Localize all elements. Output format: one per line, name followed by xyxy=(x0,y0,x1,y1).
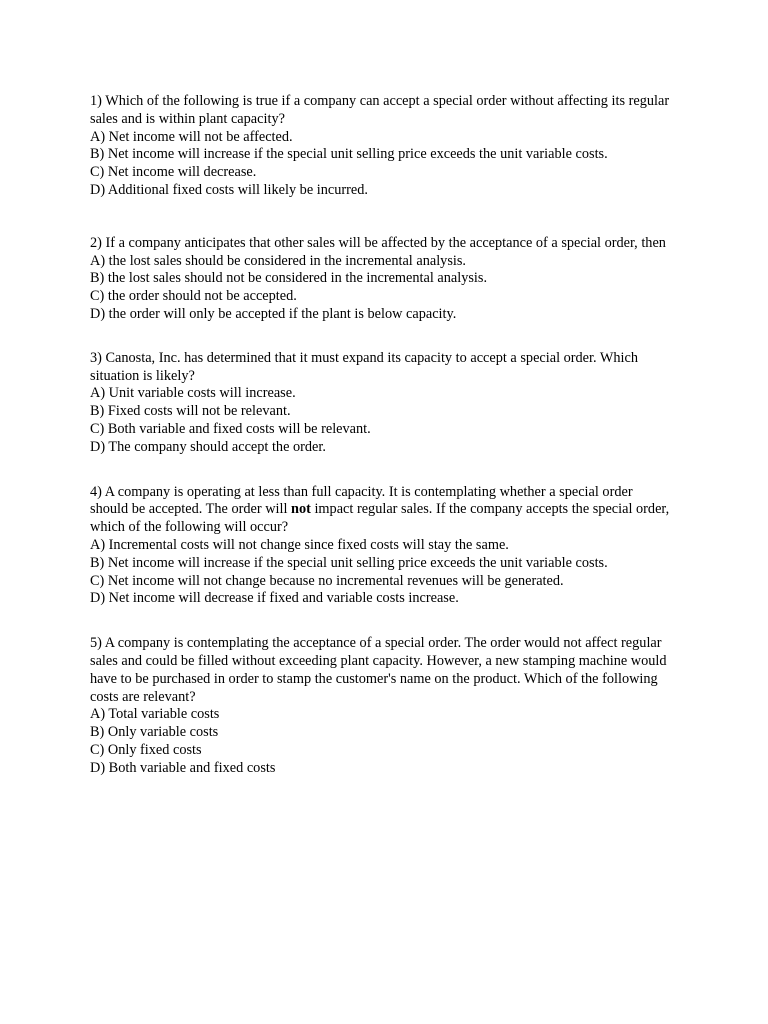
answer-option-d: D) Both variable and fixed costs xyxy=(90,759,276,776)
question-stem: 5) A company is contemplating the acceptance of a special order. The order would not affect regular sales and could be filled without exceeding plant capacity. However, a new stamping machine would have to be purchased in order to stamp the customer's name on the product. Which of the following costs are relevant? xyxy=(90,635,667,705)
question-stem xyxy=(90,484,670,537)
question-4 xyxy=(90,484,680,609)
answer-option-c: C) Only fixed costs xyxy=(90,741,202,758)
answer-option-a: A) Unit variable costs will increase. xyxy=(90,385,296,402)
answer-option-b: B) Net income will increase if the special unit selling price exceeds the unit variable costs. xyxy=(90,554,608,571)
answer-option-b: B) Only variable costs xyxy=(90,724,219,741)
question-stem: 3) Canosta, Inc. has determined that it must expand its capacity to accept a special order. Which situation is likely? xyxy=(90,349,638,384)
stem-emphasis: not xyxy=(291,501,311,518)
answer-option-c: C) Net income will not change because no incremental revenues will be generated. xyxy=(90,572,564,589)
question-stem: 2) If a company anticipates that other sales will be affected by the acceptance of a special order, then xyxy=(90,234,666,251)
stem-text-before: 4) A company is operating at less than full capacity. It is contemplating whether a special order should be accepted. The order will xyxy=(90,483,633,518)
answer-option-b: B) Fixed costs will not be relevant. xyxy=(90,403,291,420)
question-3 xyxy=(90,350,680,457)
answer-option-a: A) Total variable costs xyxy=(90,706,220,723)
question-5 xyxy=(90,635,680,777)
answer-option-a: A) Net income will not be affected. xyxy=(90,128,293,145)
answer-option-d: D) Net income will decrease if fixed and variable costs increase. xyxy=(90,590,459,607)
question-2 xyxy=(90,235,680,324)
answer-option-c: C) the order should not be accepted. xyxy=(90,288,297,305)
document-page xyxy=(90,93,680,778)
answer-option-b: B) Net income will increase if the special unit selling price exceeds the unit variable costs. xyxy=(90,146,608,163)
answer-option-d: D) the order will only be accepted if the plant is below capacity. xyxy=(90,305,457,322)
answer-option-c: C) Both variable and fixed costs will be relevant. xyxy=(90,420,371,437)
question-stem: 1) Which of the following is true if a company can accept a special order without affecting its regular sales and is within plant capacity? xyxy=(90,93,670,127)
answer-option-d: D) Additional fixed costs will likely be incurred. xyxy=(90,181,368,198)
answer-option-d: D) The company should accept the order. xyxy=(90,438,326,455)
question-1 xyxy=(90,93,680,200)
answer-option-c: C) Net income will decrease. xyxy=(90,164,257,181)
stem-text-after: impact regular sales. If the company accepts the special order, which of the following will occur? xyxy=(90,501,670,536)
answer-option-b: B) the lost sales should not be considered in the incremental analysis. xyxy=(90,270,488,287)
answer-option-a: A) Incremental costs will not change since fixed costs will stay the same. xyxy=(90,536,509,553)
answer-option-a: A) the lost sales should be considered in the incremental analysis. xyxy=(90,252,466,269)
